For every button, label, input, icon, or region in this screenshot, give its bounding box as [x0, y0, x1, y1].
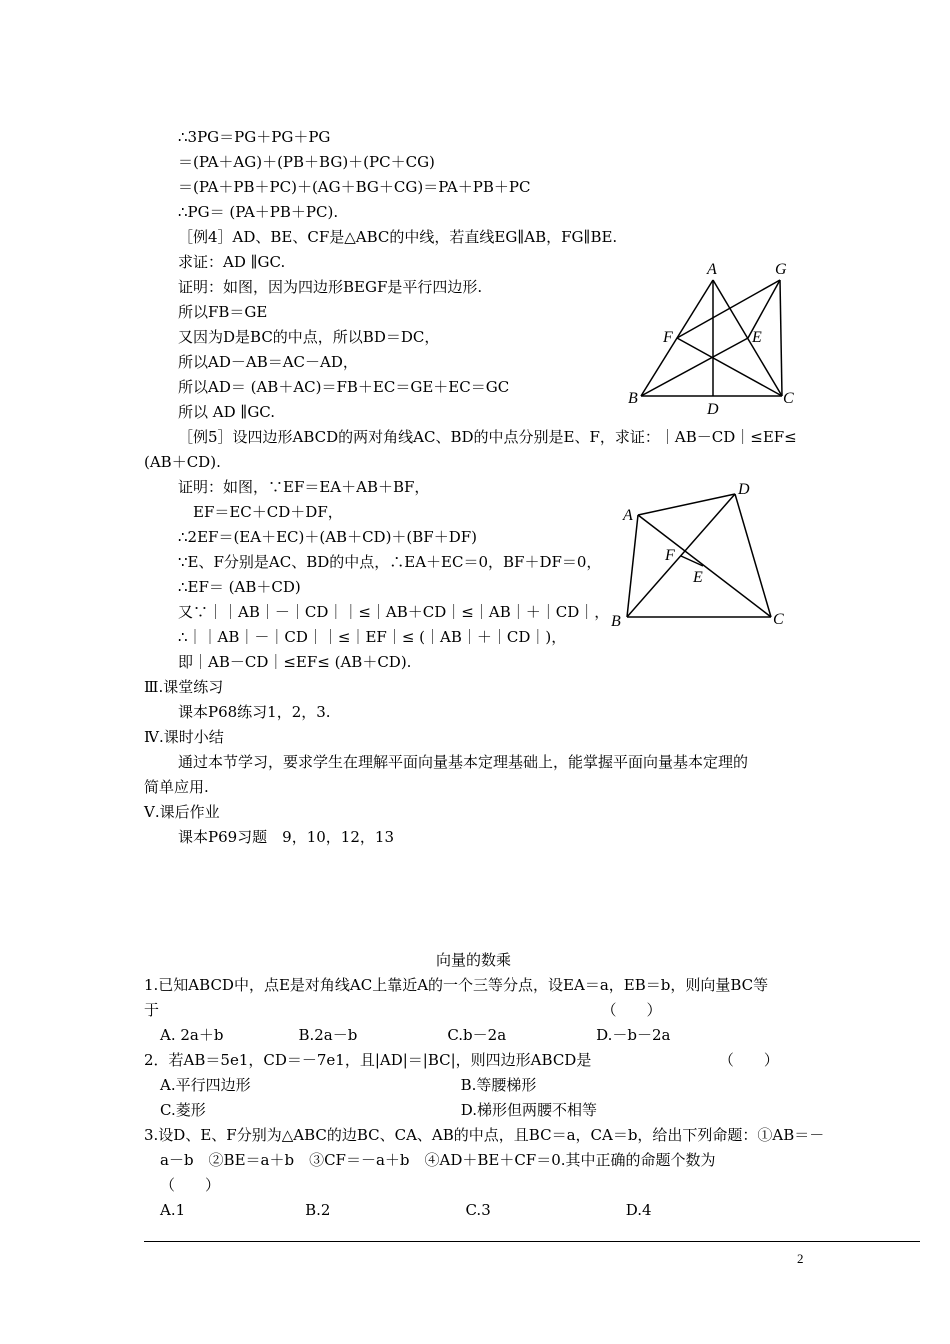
- text-line: 所以AD＝ (AB＋AC)＝FB＋EC＝GE＋EC＝GC: [178, 378, 510, 396]
- text-line: 所以FB＝GE: [178, 303, 268, 321]
- page-number: 2: [797, 1251, 804, 1266]
- answer-options: A.1 B.2 C.3 D.4: [160, 1201, 652, 1219]
- section-heading: Ⅴ.课后作业: [144, 803, 220, 821]
- vertex-label: G: [775, 261, 787, 278]
- text-line: 1.已知ABCD中，点E是对角线AC上靠近A的一个三等分点，设EA＝a，EB＝b，则向量BC等: [144, 976, 769, 994]
- text-line: 课本P68练习1，2，3.: [178, 703, 331, 721]
- vertex-label: D: [707, 401, 719, 418]
- text-line: (AB＋CD).: [144, 453, 221, 471]
- vertex-label: C: [783, 390, 794, 407]
- answer-options: A. 2a＋b B.2a－b C.b－2a D.－b－2a: [160, 1026, 671, 1044]
- text-line: 求证：AD ∥GC.: [178, 253, 286, 271]
- text-line: 简单应用.: [144, 778, 209, 796]
- section-heading: Ⅳ.课时小结: [144, 728, 224, 746]
- quadrilateral-figure: [605, 478, 800, 628]
- answer-options: C.菱形 D.梯形但两腰不相等: [160, 1101, 597, 1119]
- triangle-figure: [620, 258, 800, 418]
- vertex-label: F: [663, 329, 673, 346]
- question-line: 于 （ ）: [144, 1001, 662, 1019]
- text-line: ∴2EF＝(EA＋EC)＋(AB＋CD)＋(BF＋DF): [178, 528, 477, 546]
- text-line: 课本P69习题 9，10，12，13: [178, 828, 394, 846]
- vertex-label: B: [628, 390, 638, 407]
- question-line: a－b ②BE＝a＋b ③CF＝－a＋b ④AD＋BE＋CF＝0.其中正确的命题个数为: [160, 1151, 716, 1169]
- text-line: ＝(PA＋AG)＋(PB＋BG)＋(PC＋CG): [178, 153, 435, 171]
- answer-options: A.平行四边形 B.等腰梯形: [160, 1076, 537, 1094]
- text-line: EF＝EC＋CD＋DF，: [193, 503, 343, 521]
- text-line: ［例5］设四边形ABCD的两对角线AC、BD的中点分别是E、F，求证：｜AB－CD｜≤EF≤: [178, 428, 797, 446]
- vertex-label: C: [773, 611, 784, 628]
- text-line: 所以 AD ∥GC.: [178, 403, 276, 421]
- question-line: 3.设D、E、F分别为△ABC的边BC、CA、AB的中点，且BC＝a，CA＝b，给出下列命题：①AB＝－: [144, 1126, 825, 1144]
- text-line: ＝(PA＋PB＋PC)＋(AG＋BG＋CG)＝PA＋PB＋PC: [178, 178, 531, 196]
- text-line: 又因为D是BC的中点，所以BD＝DC，: [178, 328, 440, 346]
- footer-divider: [144, 1241, 920, 1242]
- text-line: ∴EF＝ (AB＋CD): [178, 578, 301, 596]
- text-line: ∴｜｜AB｜－｜CD｜｜≤｜EF｜≤ (｜AB｜＋｜CD｜)，: [178, 628, 567, 646]
- vertex-label: F: [665, 547, 675, 564]
- vertex-label: B: [611, 613, 621, 628]
- text-line: ［例4］AD、BE、CF是△ABC的中线，若直线EG∥AB，FG∥BE.: [178, 228, 618, 246]
- text-line: 即｜AB－CD｜≤EF≤ (AB＋CD).: [178, 653, 412, 671]
- vertex-label: A: [707, 261, 717, 278]
- question-line: 2．若AB＝5e1，CD＝－7e1，且|AD|＝|BC|，则四边形ABCD是 （ ）: [144, 1051, 779, 1069]
- question-line: （ ）: [160, 1176, 221, 1194]
- text-line: 所以AD－AB＝AC－AD，: [178, 353, 358, 371]
- vertex-label: A: [623, 507, 633, 524]
- text-line: ∴PG＝ (PA＋PB＋PC).: [178, 203, 339, 221]
- vertex-label: D: [738, 481, 750, 498]
- text-line: 证明：如图，因为四边形BEGF是平行四边形.: [178, 278, 483, 296]
- worksheet-title: 向量的数乘: [436, 951, 512, 969]
- vertex-label: E: [693, 569, 703, 586]
- vertex-label: E: [752, 329, 762, 346]
- section-heading: Ⅲ.课堂练习: [144, 678, 224, 696]
- text-line: 又∵｜｜AB｜－｜CD｜｜≤｜AB＋CD｜≤｜AB｜＋｜CD｜，: [178, 603, 610, 621]
- text-line: ∴3PG＝PG＋PG＋PG: [178, 128, 331, 146]
- question-line: [144, 975, 768, 995]
- text-line: 证明：如图，∵EF＝EA＋AB＋BF，: [178, 478, 430, 496]
- text-line: 通过本节学习，要求学生在理解平面向量基本定理基础上，能掌握平面向量基本定理的: [178, 753, 749, 771]
- text-line: ∵E、F分别是AC、BD的中点，∴EA＋EC＝0，BF＋DF＝0，: [178, 553, 602, 571]
